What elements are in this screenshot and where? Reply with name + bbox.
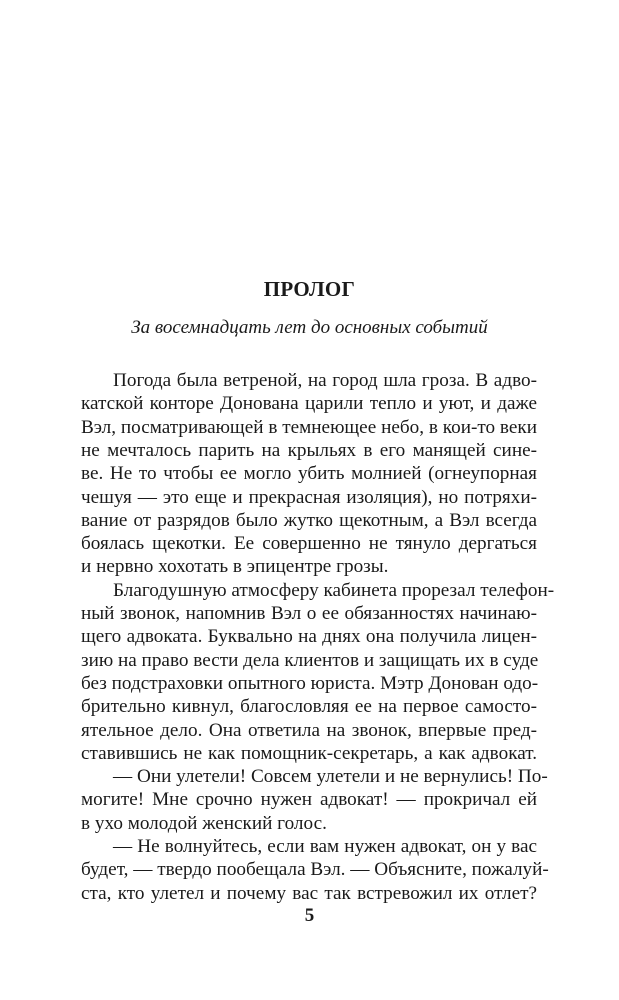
text-line: Вэл, посматривающей в темнеющее небо, в кои-то веки xyxy=(81,416,537,438)
text-line: ве. Не то чтобы ее могло убить молнией (огнеупорная xyxy=(81,463,537,485)
text-line: брительно кивнул, благословляя ее на первое самосто- xyxy=(81,696,537,718)
text-line: и нервно хохотать в эпицентре грозы. xyxy=(81,556,389,578)
chapter-title: ПРОЛОГ xyxy=(263,277,356,301)
text-line: Погода была ветреной, на город шла гроза. В адво- xyxy=(113,370,537,391)
text-line: не мечталось парить на крыльях в его манящей сине- xyxy=(81,439,537,461)
text-line: ный звонок, напомнив Вэл о ее обязанностях начинаю- xyxy=(81,603,537,624)
text-line: чешуя — это еще и прекрасная изоляция), но потряхи- xyxy=(81,486,537,508)
text-line: — Не волнуйтесь, если вам нужен адвокат, он у вас xyxy=(113,836,537,857)
text-line: будет, — твердо пообещала Вэл. — Объясните, пожалуй- xyxy=(81,859,549,881)
text-line: — Они улетели! Совсем улетели и не вернулись! По- xyxy=(113,766,548,788)
page-number: 5 xyxy=(304,905,315,926)
text-line: в ухо молодой женский голос. xyxy=(81,812,327,834)
text-line: ста, кто улетел и почему вас так встревожил их отлет? xyxy=(81,882,537,904)
text-line: без подстраховки опытного юриста. Мэтр Донован одо- xyxy=(81,672,539,694)
text-line: зию на право вести дела клиентов и защищать их в суде xyxy=(81,649,539,671)
chapter-epigraph: За восемнадцать лет до основных событий xyxy=(131,317,488,338)
text-line: щего адвоката. Буквально на днях она получила лицен- xyxy=(81,626,537,648)
text-line: боялась щекотки. Ее совершенно не тянуло дергаться xyxy=(81,533,537,555)
text-line: могите! Мне срочно нужен адвокат! — прокричал ей xyxy=(81,789,537,811)
text-line: ставившись не как помощник-секретарь, а как адвокат. xyxy=(81,742,537,764)
text-line: катской конторе Донована царили тепло и уют, и даже xyxy=(81,393,537,415)
text-line: ятельное дело. Она ответила на звонок, впервые пред- xyxy=(81,719,537,741)
text-line: вание от разрядов было жутко щекотным, а Вэл всегда xyxy=(81,509,537,531)
text-line: Благодушную атмосферу кабинета прорезал телефон- xyxy=(113,579,555,601)
